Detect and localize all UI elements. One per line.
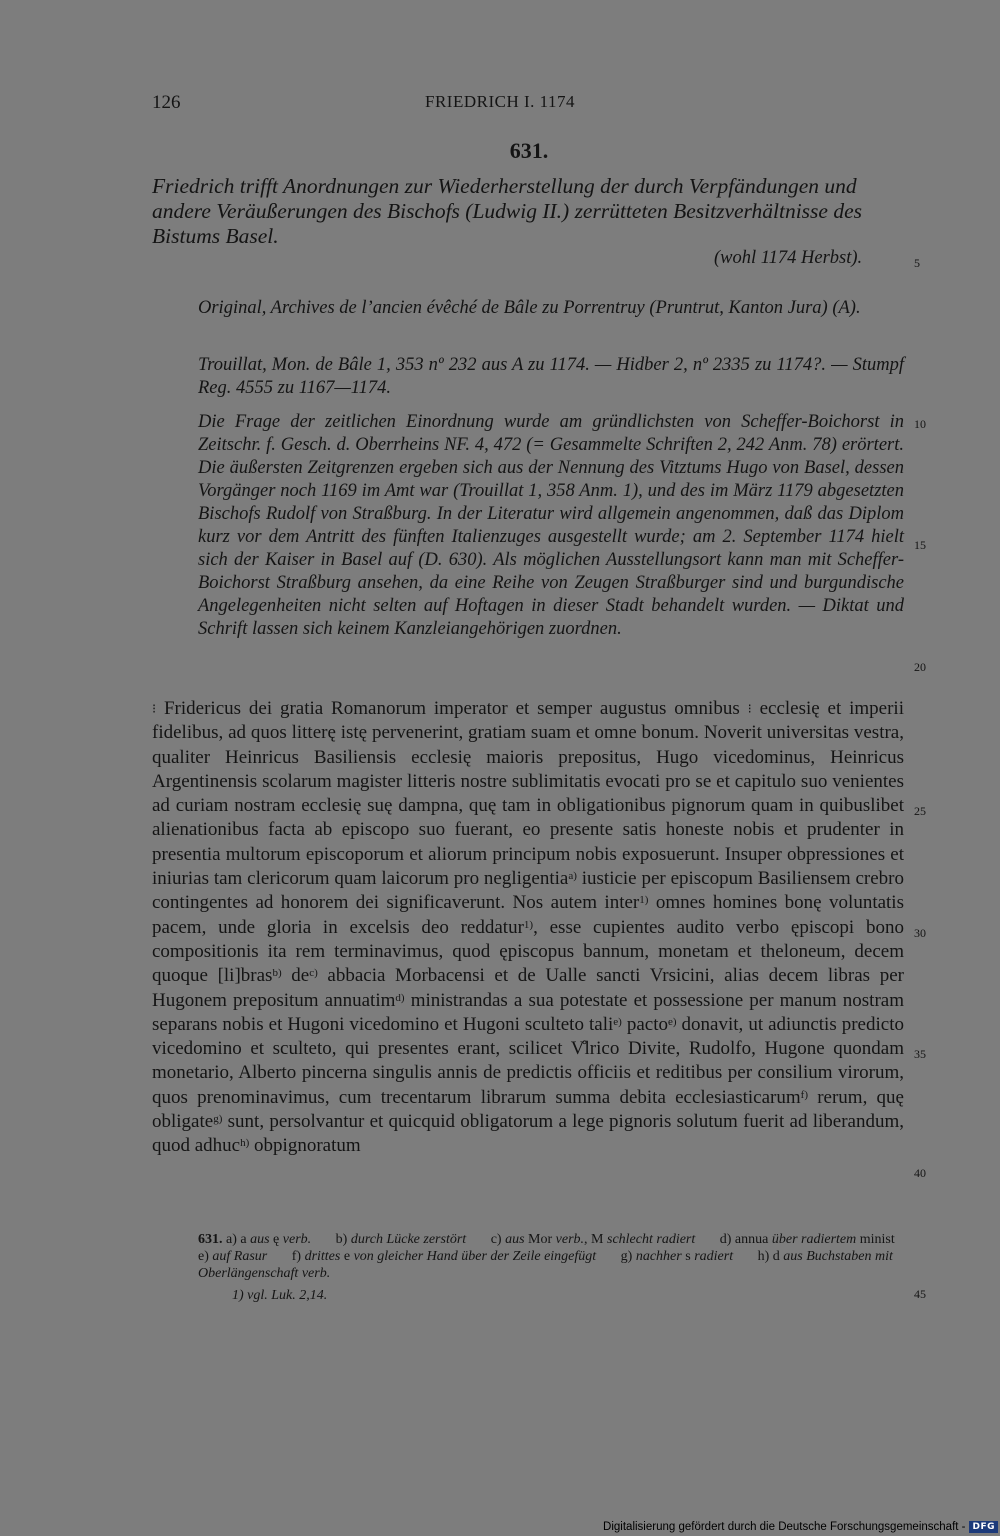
line-number: 40 — [914, 1166, 926, 1180]
footnote-marker: e) — [613, 1015, 622, 1028]
footnote-text-part: aus Buchstaben mit Oberlängenschaft verb. — [198, 1249, 897, 1281]
regest: Friedrich trifft Anordnungen zur Wiederherstellung der durch Verpfändungen und andere Veräußerungen des Bischofs (Ludwig II.) zerrütteten Besitzverhältnisse des Bistums Basel. — [152, 174, 862, 248]
footnote-text-part: radiert — [694, 1249, 734, 1264]
footnote-text-part: h) d — [733, 1249, 784, 1264]
main-text-segment: ministrandas a sua potestate et possessione per manum nostram separans nobis et Hugoni vicedomino et Hugoni sculteto tali — [152, 989, 904, 1035]
footnote-text-part: drittes — [304, 1249, 341, 1264]
main-text-segment: pacto — [621, 1013, 668, 1035]
main-text-segment: donavit, ut adiunctis predicto vicedomino et sculteto, qui presentes erant, scilicet V̊lrico Divite, Rudolfo, Hugone quondam monetario, Alberto pincerna singulis annis de predictis officiis et reditibus per consilium virorum, quos prenominavimus, cum trecentarum librarum summa debita ecclesiasticarum — [152, 1013, 904, 1108]
main-text — [152, 697, 904, 1159]
main-text-segment: , esse cupientes audito verbo ępiscopi bono compositionis ita rem terminavimus, quod ępiscopus bannum, monetam et theloneum, decem quoque [li]bras — [152, 916, 904, 987]
dfg-logo: DFG — [969, 1521, 998, 1533]
line-number: 5 — [914, 256, 920, 270]
main-text-segment: rerum, quę obligate — [152, 1086, 904, 1133]
footnote-marker: c) — [309, 967, 318, 980]
line-number: 20 — [914, 660, 926, 674]
footnote-text-part: a) a — [222, 1232, 251, 1247]
rubric-mark: ⁝ — [747, 701, 752, 716]
footnote-text-part: , M — [584, 1232, 607, 1247]
footnote-text-part: s — [681, 1249, 695, 1264]
line-number: 15 — [914, 538, 926, 552]
footnote-text-part: auf Rasur — [212, 1249, 268, 1264]
line-number: 45 — [914, 1287, 926, 1301]
line-number: 25 — [914, 804, 926, 818]
footnote-text-part: schlecht radiert — [607, 1232, 696, 1247]
footnote-marker: 1) — [639, 894, 649, 907]
footnote-text-part: c) — [466, 1232, 506, 1247]
dfg-credit-text: Digitalisierung gefördert durch die Deutsche Forschungsgemeinschaft - — [603, 1521, 966, 1533]
dfg-credit-bar — [603, 1518, 1000, 1536]
footnote-text-part: durch Lücke zerstört — [350, 1232, 467, 1247]
main-text-segment: omnes homines bonę voluntatis pacem, unde gloria in excelsis deo reddatur — [152, 892, 904, 938]
footnote-text-part: aus — [505, 1232, 525, 1247]
rubric-mark: ⁝ — [152, 701, 157, 716]
footnote-text-part: aus — [250, 1232, 270, 1247]
line-number: 35 — [914, 1047, 926, 1061]
reference-footnote: 1) vgl. Luk. 2,14. — [232, 1288, 328, 1303]
footnote-text-part: d) annua — [695, 1232, 772, 1247]
document-number: 631. — [509, 138, 549, 163]
footnote-marker: b) — [272, 967, 282, 980]
source-original: Original, Archives de l’ancien évêché de Bâle zu Porrentruy (Pruntrut, Kanton Jura) (A). — [198, 298, 861, 318]
footnote-text-part: Mor — [524, 1232, 556, 1247]
footnote-text-part: f) — [267, 1249, 305, 1264]
main-text-segment: sunt, persolvantur et quicquid obligatorum a lege pignoris solutum fuerit ad liberandum, quod adhuc — [152, 1111, 904, 1157]
footnote-marker: e) — [667, 1015, 677, 1028]
footnote-text-part: verb. — [555, 1232, 585, 1247]
commentary: Die Frage der zeitlichen Einordnung wurde am gründlichsten von Scheffer-Boichorst in Zeitschr. f. Gesch. d. Oberrheins NF. 4, 472 (= Gesammelte Schriften 2, 242 Anm. 78) erörtert. Die äußersten Zeitgrenzen ergeben sich aus der Nennung des Vitztums Hugo von Basel, dessen Vorgänger noch 1169 im Amt war (Trouillat 1, 358 Anm. 1), und des im März 1179 abgesetzten Bischofs Rudolf von Straßburg. In der Literatur wird allgemein angenommen, daß das Diplom kurz vor dem Antritt des fünften Italienzuges ausgestellt wurde; am 2. September 1174 hielt sich der Kaiser in Basel auf (D. 630). Als möglichen Ausstellungsort kann man mit Scheffer-Boichorst Straßburg ansehen, da eine Reihe von Zeugen Straßburger sind und burgundische Angelegenheiten nicht selten auf Hoftagen in dieser Stadt behandelt wurden. — Diktat und Schrift lassen sich keinem Kanzleiangehörigen zuordnen. — [198, 412, 904, 639]
main-text-segment: abbacia Morbacensi et de Ualle sancti Vrsicini, alias decem libras per Hugonem prepositum annuatim — [152, 965, 904, 1011]
main-text-segment: de — [281, 965, 310, 987]
footnote-text-part: nachher — [635, 1249, 682, 1264]
footnote-text-part: ę — [269, 1232, 283, 1247]
main-text-segment: obpignoratum — [249, 1135, 361, 1157]
footnote-marker: 1) — [523, 918, 534, 931]
line-number: 10 — [914, 417, 926, 431]
footnote-marker: g) — [213, 1113, 223, 1126]
footnote-marker: f) — [800, 1088, 808, 1101]
footnote-text-part: über radiertem — [771, 1232, 857, 1247]
footnote-text-part: b) — [311, 1232, 351, 1247]
source-editions: Trouillat, Mon. de Bâle 1, 353 nº 232 aus A zu 1174. — Hidber 2, nº 2335 zu 1174?. — Stumpf Reg. 4555 zu 1167—1174. — [198, 355, 904, 398]
footnote-text-part: e — [340, 1249, 354, 1264]
main-text-segment: Fridericus dei gratia Romanorum imperator et semper augustus omnibus — [156, 698, 748, 719]
footnote-text-part: minist e) — [198, 1232, 920, 1264]
footnote-marker: a) — [568, 870, 577, 883]
date-line: (wohl 1174 Herbst). — [714, 248, 863, 268]
footnote-text-part: g) — [596, 1249, 636, 1264]
footnote-text-part: von gleicher Hand über der Zeile eingefügt — [353, 1249, 597, 1264]
main-text-segment: iusticie per episcopum Basiliensem crebro contingentes ad honorem dei significaverunt. Nos autem inter — [152, 868, 904, 914]
page-number: 126 — [152, 92, 181, 113]
footnote-marker: d) — [395, 991, 405, 1004]
line-number: 30 — [914, 926, 926, 940]
footnote-marker: h) — [240, 1137, 250, 1150]
main-text-segment: ecclesię et imperii fidelibus, ad quos litterę istę pervenerint, gratiam suam et omne bonum. Noverit universitas vestra, qualiter Heinricus Basiliensis ecclesię maioris prepositus, Hugo vicedominus, Heinricus Argentinensis scolarum magister litteris nostre sublimitatis evocati pro se et capitulo suo venientes ad curiam nostram ecclesię suę dampna, quę tam in obligationibus pignorum quam in quibuslibet alienationibus facta ab episcopo suo fuerant, eo presente satis honeste nobis et prudenter in presentia multorum episcoporum et aliorum principum nobis exposuerunt. Insuper obpressiones et iniurias tam clericorum quam laicorum pro negligentia — [152, 698, 904, 890]
footnote-text-part: verb. — [282, 1232, 312, 1247]
running-title: FRIEDRICH I. 1174 — [424, 92, 575, 111]
textual-footnotes — [198, 1231, 920, 1282]
footnotes-label: 631. — [198, 1232, 223, 1247]
